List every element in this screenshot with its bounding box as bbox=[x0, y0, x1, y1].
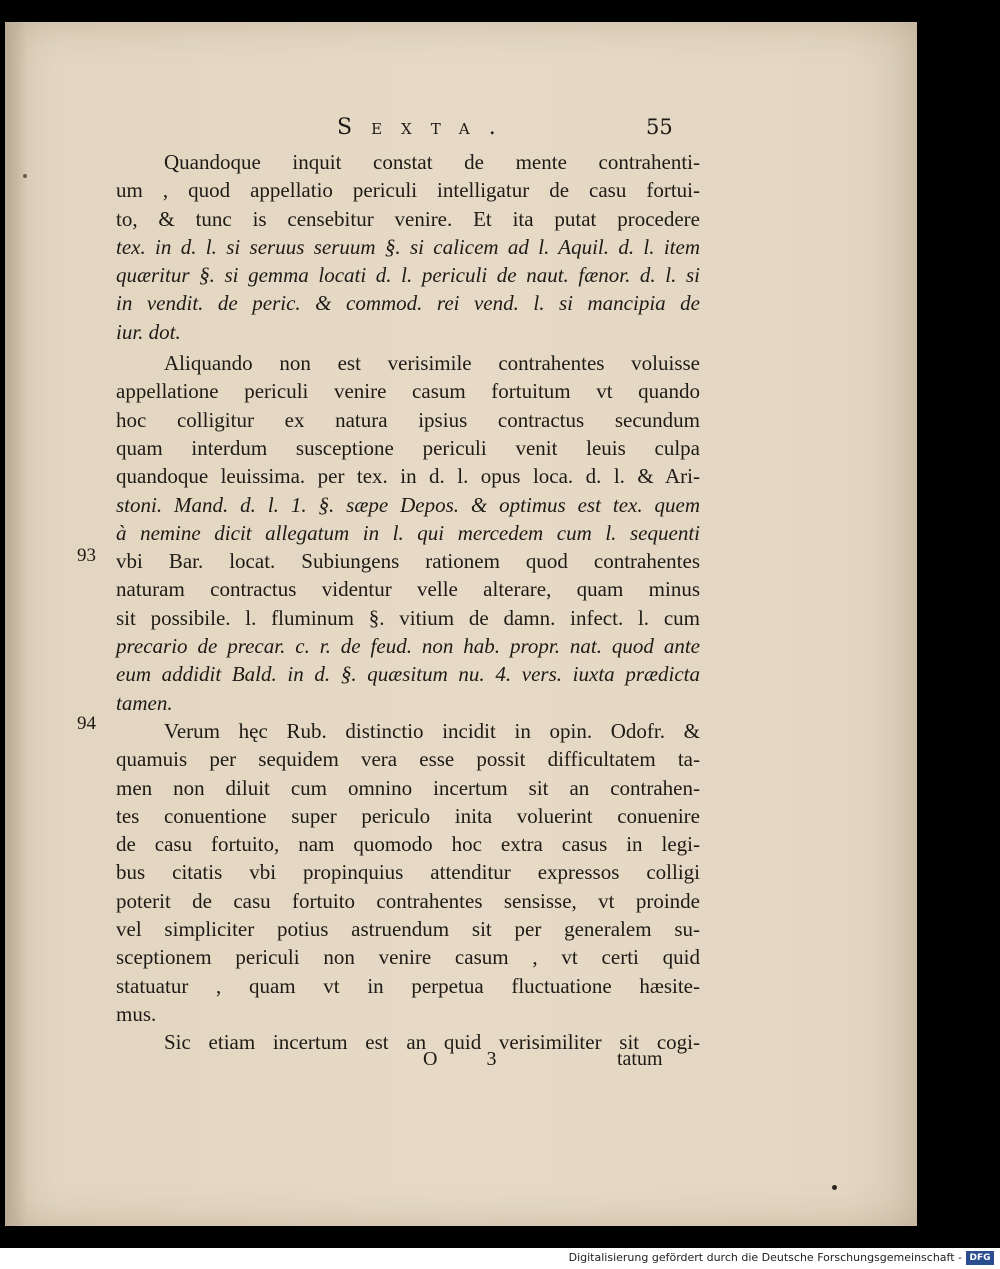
text-line: statuatur , quam vt in perpetua fluctuatione hæsite- bbox=[116, 973, 700, 998]
text-line: Verum hęc Rub. distinctio incidit in opin. Odofr. & bbox=[164, 718, 700, 743]
text-line: Aliquando non est verisimile contrahentes voluisse bbox=[164, 351, 700, 376]
text-line: tex. in d. l. si seruus seruum §. si calicem ad l. Aquil. d. l. item bbox=[116, 234, 700, 259]
text-line: naturam contractus videntur velle alterare, quam minus bbox=[116, 577, 700, 602]
text-line: quandoque leuissima. per tex. in d. l. opus loca. d. l. & Ari- bbox=[116, 464, 700, 489]
text-line: sceptionem periculi non venire casum , vt certi quid bbox=[116, 945, 700, 970]
ink-speck bbox=[832, 1185, 837, 1190]
body-text bbox=[116, 148, 700, 1057]
text-line: quam interdum susceptione periculi venit leuis culpa bbox=[116, 435, 700, 460]
text-line: hoc colligitur ex natura ipsius contractus secundum bbox=[116, 407, 700, 432]
text-line: to, & tunc is censebitur venire. Et ita putat procedere bbox=[116, 206, 700, 231]
text-line: men non diluit cum omnino incertum sit an contrahen- bbox=[116, 775, 700, 800]
margin-number: 94 bbox=[77, 713, 96, 734]
running-title: Sexta. bbox=[337, 115, 515, 140]
text-line: tes conuentione super periculo inita voluerint conuenire bbox=[116, 803, 700, 828]
dfg-logo: DFG bbox=[966, 1251, 994, 1265]
text-line: mus. bbox=[116, 1001, 157, 1026]
page-header bbox=[5, 115, 917, 145]
text-line: tamen. bbox=[116, 690, 173, 715]
catchword: tatum bbox=[617, 1048, 663, 1070]
text-line: vel simpliciter potius astruendum sit per generalem su- bbox=[116, 917, 700, 942]
margin-number: 93 bbox=[77, 545, 96, 566]
text-line: à nemine dicit allegatum in l. qui mercedem cum l. sequenti bbox=[116, 520, 700, 545]
text-line: Quandoque inquit constat de mente contrahenti- bbox=[164, 150, 700, 174]
text-line: eum addidit Bald. in d. §. quæsitum nu. 4. vers. iuxta prædicta bbox=[116, 662, 700, 687]
credit-bar bbox=[0, 1248, 1000, 1269]
page-spine-shadow bbox=[5, 22, 27, 1226]
credit-text: Digitalisierung gefördert durch die Deutsche Forschungsgemeinschaft - bbox=[568, 1251, 962, 1264]
text-line: quæritur §. si gemma locati d. l. periculi de naut. fænor. d. l. si bbox=[116, 263, 700, 288]
book-page bbox=[5, 22, 917, 1226]
signature-mark: O 3 bbox=[423, 1048, 519, 1070]
text-line: quamuis per sequidem vera esse possit difficultatem ta- bbox=[116, 747, 700, 772]
text-line: Sic etiam incertum est an quid verisimiliter sit cogi- bbox=[164, 1030, 700, 1055]
text-line: vbi Bar. locat. Subiungens rationem quod contrahentes bbox=[116, 549, 700, 574]
text-line: sit possibile. l. fluminum §. vitium de damn. infect. l. cum bbox=[116, 605, 700, 630]
page-number: 55 bbox=[646, 115, 673, 139]
text-line: precario de precar. c. r. de feud. non hab. propr. nat. quod ante bbox=[116, 634, 700, 659]
text-line: poterit de casu fortuito contrahentes sensisse, vt proinde bbox=[116, 888, 700, 913]
text-line: iur. dot. bbox=[116, 319, 181, 344]
text-line: appellatione periculi venire casum fortuitum vt quando bbox=[116, 379, 700, 404]
ink-speck bbox=[23, 174, 27, 178]
text-line: bus citatis vbi propinquius attenditur expressos colligi bbox=[116, 860, 700, 885]
text-line: stoni. Mand. d. l. 1. §. sæpe Depos. & optimus est tex. quem bbox=[116, 492, 700, 517]
page-footer bbox=[5, 1048, 917, 1074]
text-line: de casu fortuito, nam quomodo hoc extra casus in legi- bbox=[116, 832, 700, 857]
text-line: um , quod appellatio periculi intelligatur de casu fortui- bbox=[116, 178, 700, 203]
text-line: in vendit. de peric. & commod. rei vend. l. si mancipia de bbox=[116, 291, 700, 316]
